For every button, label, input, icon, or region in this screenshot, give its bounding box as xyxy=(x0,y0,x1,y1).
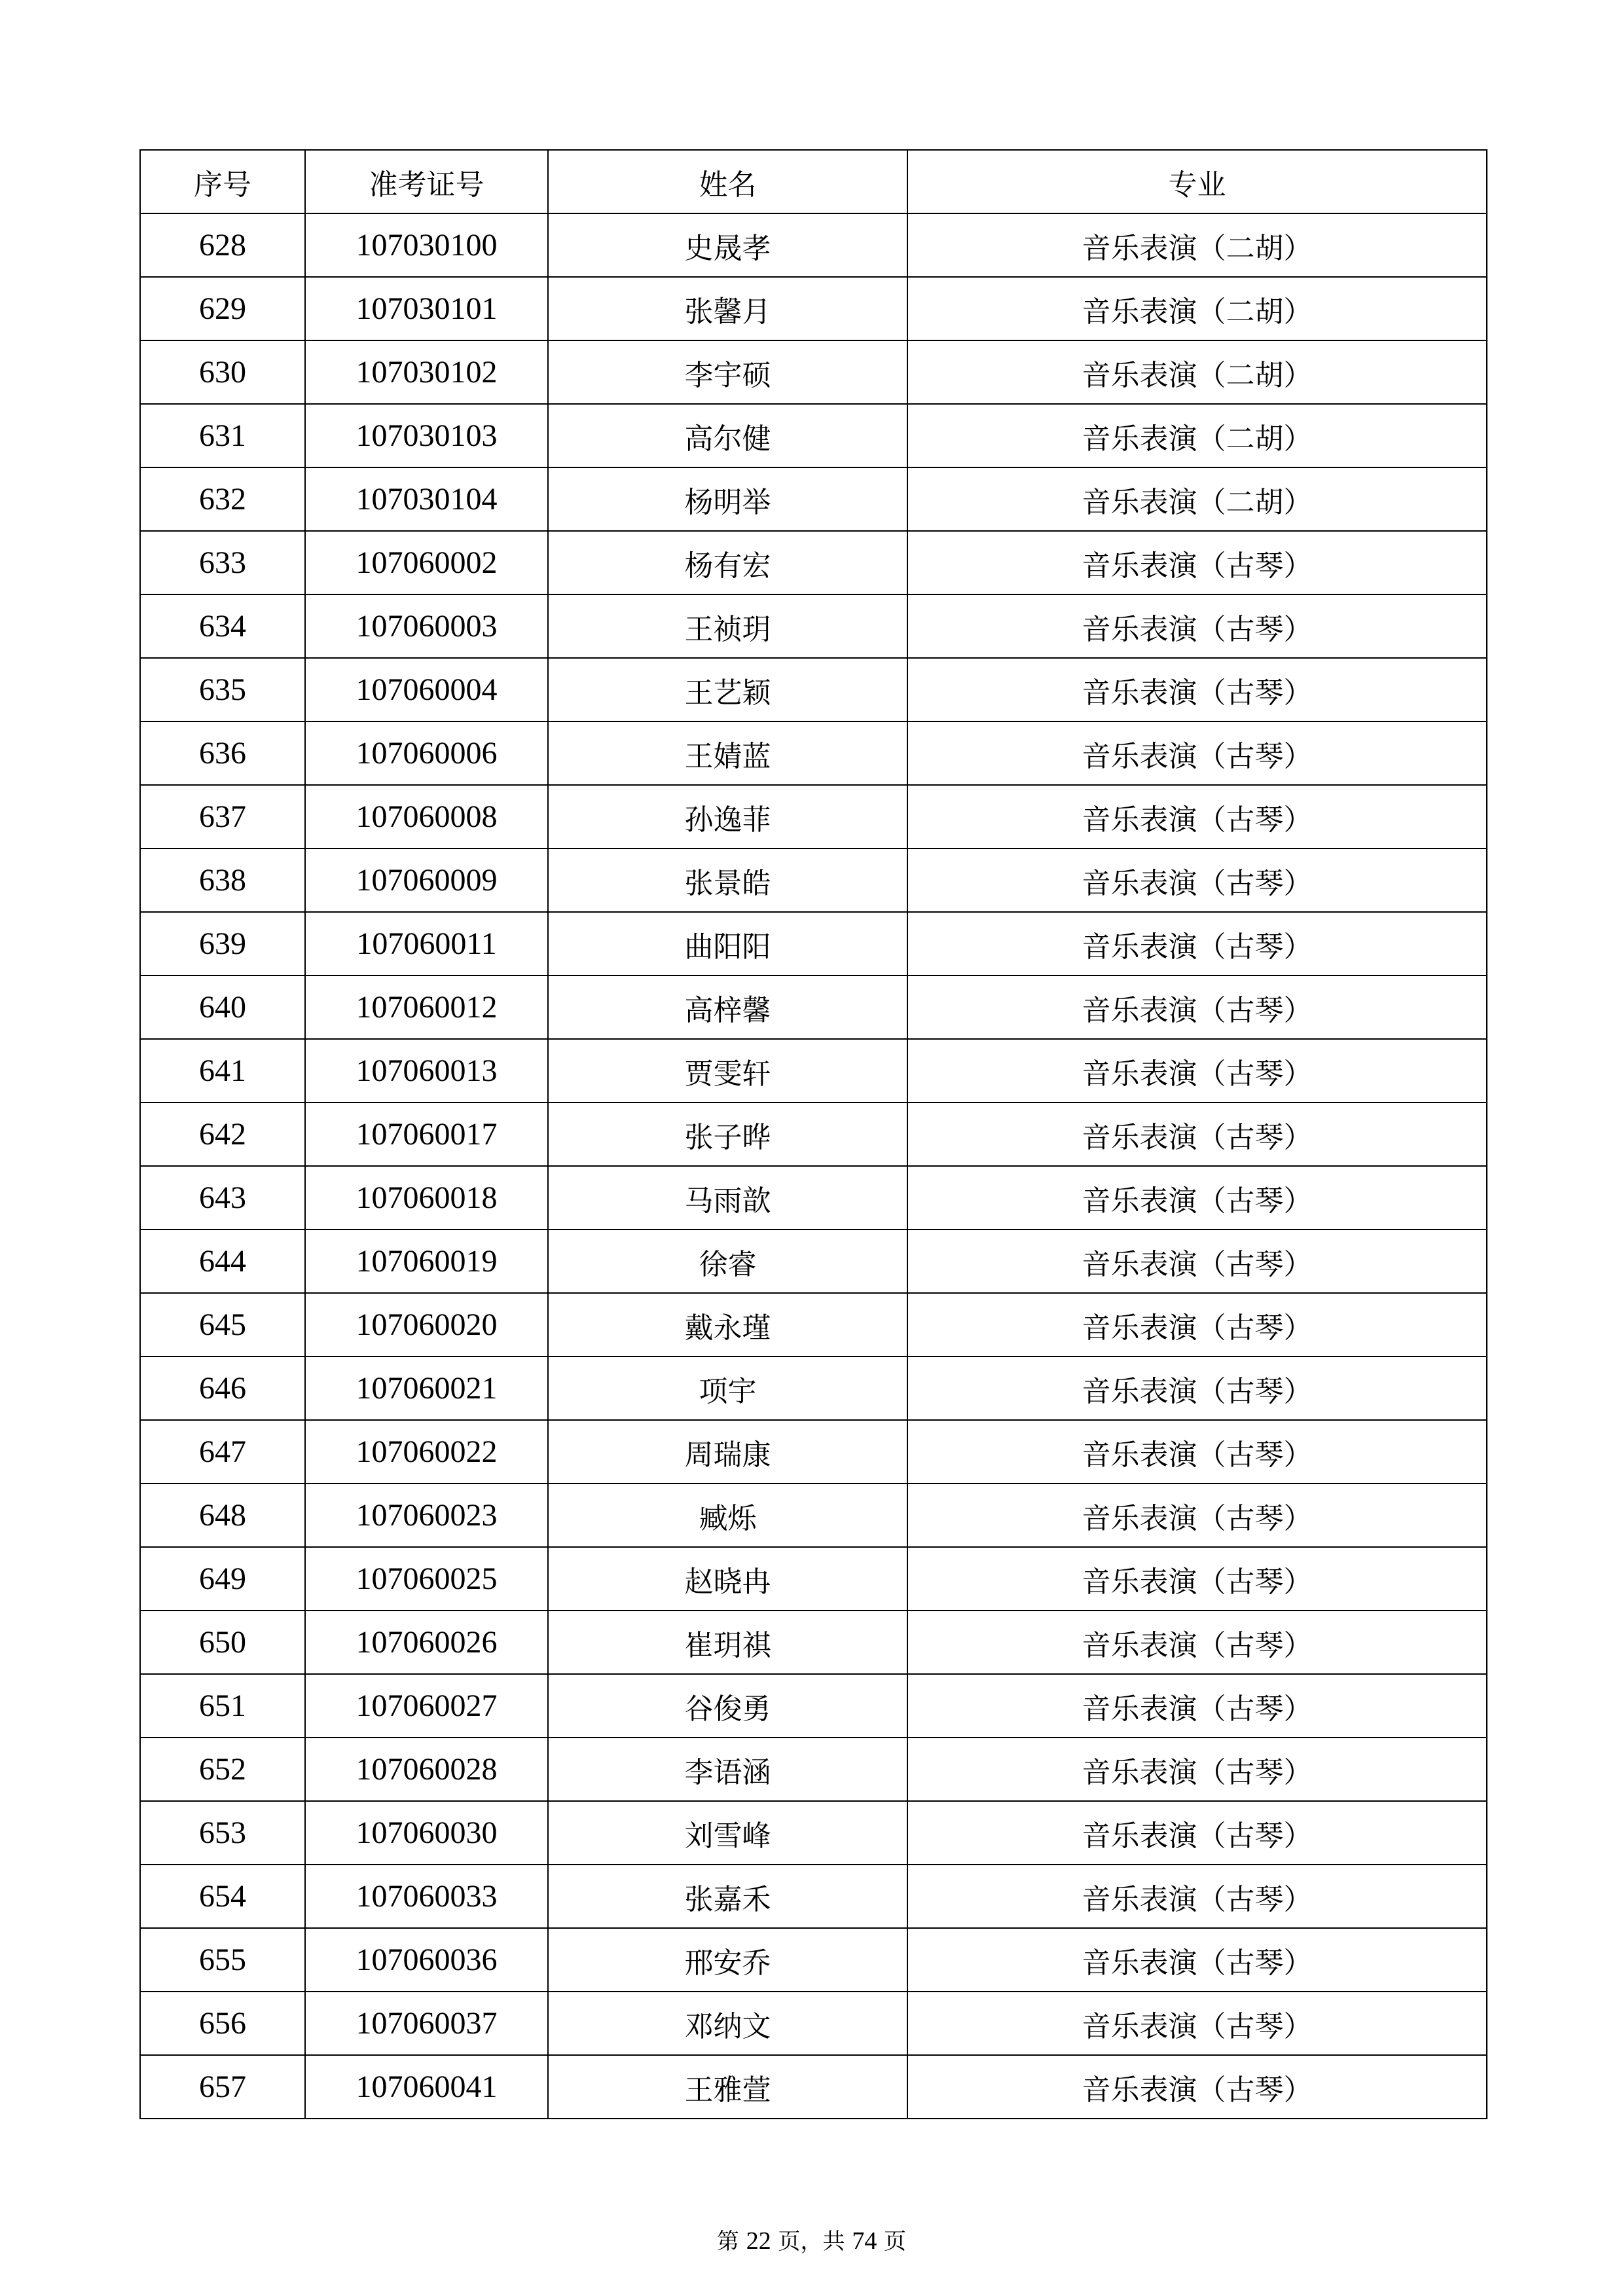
cell-seq: 651 xyxy=(140,1674,305,1738)
cell-exam-id: 107060021 xyxy=(305,1357,548,1420)
cell-major: 音乐表演（古琴） xyxy=(907,975,1487,1039)
cell-name: 曲阳阳 xyxy=(548,912,907,975)
cell-exam-id: 107030101 xyxy=(305,277,548,340)
cell-exam-id: 107060018 xyxy=(305,1166,548,1230)
cell-exam-id: 107060020 xyxy=(305,1293,548,1357)
table-row xyxy=(140,785,1487,848)
cell-exam-id: 107060019 xyxy=(305,1230,548,1293)
cell-exam-id: 107060023 xyxy=(305,1484,548,1547)
cell-major: 音乐表演（二胡） xyxy=(907,340,1487,404)
table-row xyxy=(140,1801,1487,1865)
cell-exam-id: 107060028 xyxy=(305,1738,548,1801)
table-row xyxy=(140,1293,1487,1357)
cell-exam-id: 107060026 xyxy=(305,1611,548,1674)
cell-seq: 643 xyxy=(140,1166,305,1230)
cell-seq: 635 xyxy=(140,658,305,721)
cell-exam-id: 107060003 xyxy=(305,594,548,658)
table-header-row xyxy=(140,150,1487,213)
cell-major: 音乐表演（古琴） xyxy=(907,1547,1487,1611)
cell-name: 王雅萱 xyxy=(548,2055,907,2119)
table-row xyxy=(140,1039,1487,1102)
footer-suffix: 页 xyxy=(884,2229,907,2255)
cell-seq: 652 xyxy=(140,1738,305,1801)
cell-major: 音乐表演（古琴） xyxy=(907,1865,1487,1928)
footer-prefix: 第 xyxy=(716,2229,739,2255)
cell-name: 王祯玥 xyxy=(548,594,907,658)
cell-name: 王婧蓝 xyxy=(548,721,907,785)
cell-exam-id: 107060025 xyxy=(305,1547,548,1611)
cell-seq: 637 xyxy=(140,785,305,848)
cell-name: 孙逸菲 xyxy=(548,785,907,848)
table-row xyxy=(140,1484,1487,1547)
cell-name: 张嘉禾 xyxy=(548,1865,907,1928)
cell-major: 音乐表演（古琴） xyxy=(907,1039,1487,1102)
cell-seq: 639 xyxy=(140,912,305,975)
table-row xyxy=(140,213,1487,277)
cell-major: 音乐表演（古琴） xyxy=(907,658,1487,721)
cell-seq: 630 xyxy=(140,340,305,404)
cell-name: 谷俊勇 xyxy=(548,1674,907,1738)
cell-major: 音乐表演（古琴） xyxy=(907,2055,1487,2119)
table-row xyxy=(140,1357,1487,1420)
cell-name: 臧烁 xyxy=(548,1484,907,1547)
cell-exam-id: 107060012 xyxy=(305,975,548,1039)
table-row xyxy=(140,2055,1487,2119)
cell-major: 音乐表演（古琴） xyxy=(907,1166,1487,1230)
cell-exam-id: 107060033 xyxy=(305,1865,548,1928)
cell-seq: 655 xyxy=(140,1928,305,1992)
cell-major: 音乐表演（古琴） xyxy=(907,1230,1487,1293)
cell-major: 音乐表演（二胡） xyxy=(907,277,1487,340)
cell-name: 王艺颖 xyxy=(548,658,907,721)
cell-major: 音乐表演（古琴） xyxy=(907,721,1487,785)
cell-major: 音乐表演（古琴） xyxy=(907,1738,1487,1801)
table-row xyxy=(140,1611,1487,1674)
cell-major: 音乐表演（古琴） xyxy=(907,1293,1487,1357)
cell-major: 音乐表演（古琴） xyxy=(907,1611,1487,1674)
cell-exam-id: 107060006 xyxy=(305,721,548,785)
cell-major: 音乐表演（二胡） xyxy=(907,467,1487,531)
cell-seq: 657 xyxy=(140,2055,305,2119)
cell-name: 张馨月 xyxy=(548,277,907,340)
cell-name: 李宇硕 xyxy=(548,340,907,404)
cell-major: 音乐表演（古琴） xyxy=(907,1674,1487,1738)
table-row xyxy=(140,975,1487,1039)
cell-seq: 650 xyxy=(140,1611,305,1674)
cell-name: 杨有宏 xyxy=(548,531,907,594)
cell-name: 邢安乔 xyxy=(548,1928,907,1992)
cell-exam-id: 107030104 xyxy=(305,467,548,531)
cell-exam-id: 107060017 xyxy=(305,1102,548,1166)
cell-seq: 644 xyxy=(140,1230,305,1293)
table-row xyxy=(140,1738,1487,1801)
cell-exam-id: 107060004 xyxy=(305,658,548,721)
cell-seq: 653 xyxy=(140,1801,305,1865)
cell-name: 崔玥祺 xyxy=(548,1611,907,1674)
cell-major: 音乐表演（古琴） xyxy=(907,1928,1487,1992)
cell-major: 音乐表演（二胡） xyxy=(907,213,1487,277)
cell-name: 项宇 xyxy=(548,1357,907,1420)
table-row xyxy=(140,467,1487,531)
cell-name: 赵晓冉 xyxy=(548,1547,907,1611)
cell-seq: 646 xyxy=(140,1357,305,1420)
cell-seq: 636 xyxy=(140,721,305,785)
cell-exam-id: 107060041 xyxy=(305,2055,548,2119)
cell-name: 贾雯轩 xyxy=(548,1039,907,1102)
cell-seq: 645 xyxy=(140,1293,305,1357)
candidate-table xyxy=(139,149,1487,2119)
cell-major: 音乐表演（古琴） xyxy=(907,848,1487,912)
table-row xyxy=(140,1166,1487,1230)
cell-exam-id: 107060009 xyxy=(305,848,548,912)
cell-name: 高梓馨 xyxy=(548,975,907,1039)
cell-major: 音乐表演（古琴） xyxy=(907,1102,1487,1166)
header-seq: 序号 xyxy=(140,150,305,213)
table-row xyxy=(140,594,1487,658)
cell-major: 音乐表演（古琴） xyxy=(907,785,1487,848)
cell-seq: 641 xyxy=(140,1039,305,1102)
cell-seq: 633 xyxy=(140,531,305,594)
cell-seq: 649 xyxy=(140,1547,305,1611)
cell-major: 音乐表演（古琴） xyxy=(907,912,1487,975)
cell-name: 邓纳文 xyxy=(548,1992,907,2055)
cell-name: 周瑞康 xyxy=(548,1420,907,1484)
footer-current-page: 22 xyxy=(746,2227,771,2255)
cell-seq: 654 xyxy=(140,1865,305,1928)
cell-name: 李语涵 xyxy=(548,1738,907,1801)
cell-exam-id: 107060027 xyxy=(305,1674,548,1738)
header-exam-id: 准考证号 xyxy=(305,150,548,213)
cell-major: 音乐表演（古琴） xyxy=(907,1992,1487,2055)
table-row xyxy=(140,1102,1487,1166)
table-row xyxy=(140,658,1487,721)
cell-major: 音乐表演（古琴） xyxy=(907,1801,1487,1865)
table-row xyxy=(140,912,1487,975)
cell-name: 刘雪峰 xyxy=(548,1801,907,1865)
cell-exam-id: 107060013 xyxy=(305,1039,548,1102)
cell-exam-id: 107030103 xyxy=(305,404,548,467)
footer-middle: 页，共 xyxy=(778,2229,845,2255)
cell-exam-id: 107060011 xyxy=(305,912,548,975)
table-row xyxy=(140,531,1487,594)
cell-name: 杨明举 xyxy=(548,467,907,531)
cell-major: 音乐表演（古琴） xyxy=(907,531,1487,594)
cell-name: 徐睿 xyxy=(548,1230,907,1293)
cell-exam-id: 107060022 xyxy=(305,1420,548,1484)
cell-seq: 640 xyxy=(140,975,305,1039)
table-row xyxy=(140,340,1487,404)
table-row xyxy=(140,404,1487,467)
cell-seq: 656 xyxy=(140,1992,305,2055)
table-body xyxy=(140,213,1487,2119)
page-footer xyxy=(0,2223,1623,2255)
cell-name: 马雨歆 xyxy=(548,1166,907,1230)
header-name: 姓名 xyxy=(548,150,907,213)
cell-major: 音乐表演（古琴） xyxy=(907,1420,1487,1484)
cell-exam-id: 107030102 xyxy=(305,340,548,404)
cell-seq: 634 xyxy=(140,594,305,658)
footer-total-pages: 74 xyxy=(852,2227,877,2255)
cell-seq: 631 xyxy=(140,404,305,467)
cell-seq: 638 xyxy=(140,848,305,912)
cell-exam-id: 107060030 xyxy=(305,1801,548,1865)
cell-exam-id: 107060037 xyxy=(305,1992,548,2055)
cell-exam-id: 107030100 xyxy=(305,213,548,277)
cell-seq: 648 xyxy=(140,1484,305,1547)
table-row xyxy=(140,1674,1487,1738)
table-row xyxy=(140,721,1487,785)
cell-name: 张子晔 xyxy=(548,1102,907,1166)
cell-seq: 632 xyxy=(140,467,305,531)
cell-exam-id: 107060008 xyxy=(305,785,548,848)
cell-seq: 647 xyxy=(140,1420,305,1484)
table-row xyxy=(140,1865,1487,1928)
table-row xyxy=(140,1928,1487,1992)
cell-exam-id: 107060002 xyxy=(305,531,548,594)
cell-name: 张景皓 xyxy=(548,848,907,912)
header-major: 专业 xyxy=(907,150,1487,213)
cell-major: 音乐表演（古琴） xyxy=(907,1357,1487,1420)
cell-exam-id: 107060036 xyxy=(305,1928,548,1992)
cell-name: 高尔健 xyxy=(548,404,907,467)
cell-seq: 629 xyxy=(140,277,305,340)
cell-name: 史晟孝 xyxy=(548,213,907,277)
table-row xyxy=(140,1547,1487,1611)
cell-seq: 642 xyxy=(140,1102,305,1166)
cell-seq: 628 xyxy=(140,213,305,277)
cell-major: 音乐表演（古琴） xyxy=(907,1484,1487,1547)
table-row xyxy=(140,1230,1487,1293)
cell-name: 戴永瑾 xyxy=(548,1293,907,1357)
table-row xyxy=(140,1992,1487,2055)
table-row xyxy=(140,277,1487,340)
cell-major: 音乐表演（古琴） xyxy=(907,594,1487,658)
table-row xyxy=(140,1420,1487,1484)
cell-major: 音乐表演（二胡） xyxy=(907,404,1487,467)
table-row xyxy=(140,848,1487,912)
